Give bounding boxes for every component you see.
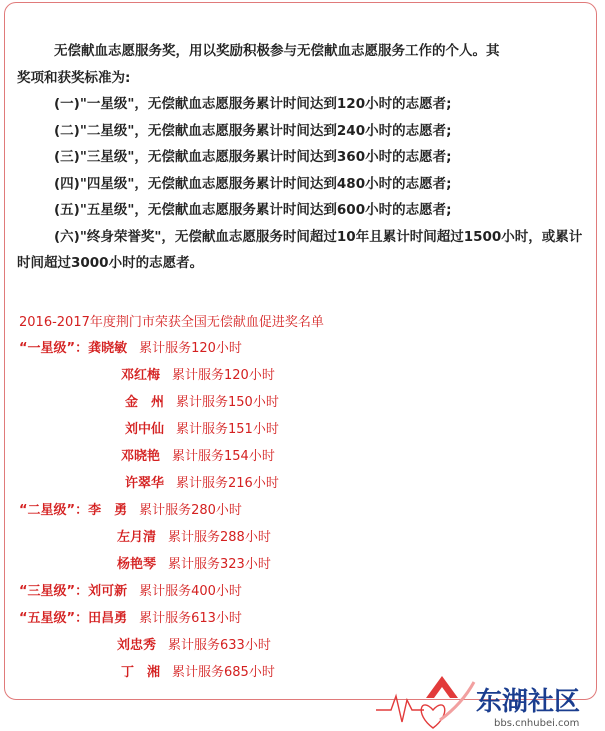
intro-line-1: 无偿献血志愿服务奖，用以奖励积极参与无偿献血志愿服务工作的个人。其: [54, 43, 500, 59]
award-row: [19, 578, 589, 605]
recipient-name: 刘可新: [88, 584, 128, 599]
criteria-item: (三)"三星级"，无偿献血志愿服务累计时间达到360小时的志愿者;: [54, 149, 452, 165]
service-hours: 累计服务633小时: [168, 638, 271, 653]
award-level: “三星级”：: [19, 584, 89, 599]
heartbeat-line-icon: [376, 696, 424, 722]
recipient-name: 许翠华: [125, 476, 165, 491]
award-level: “一星级”：: [19, 341, 89, 356]
intro-line-2: 奖项和获奖标准为:: [17, 69, 131, 86]
award-row: [19, 470, 589, 497]
award-list-title: 2016-2017年度荆门市荣获全国无偿献血促进奖名单: [19, 315, 324, 330]
award-row: [19, 551, 589, 578]
service-hours: 累计服务120小时: [172, 368, 275, 383]
recipient-name: 杨艳琴: [117, 557, 157, 572]
award-row: [19, 605, 589, 632]
recipient-name: 刘忠秀: [117, 638, 157, 653]
watermark-url: bbs.cnhubei.com: [494, 718, 580, 729]
award-row: [19, 632, 589, 659]
recipient-name: 李 勇: [88, 503, 128, 518]
criteria-item: (一)"一星级"，无偿献血志愿服务累计时间达到120小时的志愿者;: [54, 96, 452, 112]
criteria-item: (二)"二星级"，无偿献血志愿服务累计时间达到240小时的志愿者;: [54, 122, 452, 139]
award-rows: [19, 335, 589, 686]
award-criteria: [17, 38, 587, 277]
watermark-brand: 东湖社区: [476, 687, 581, 717]
criteria-item-lifetime: (六)"终身荣誉奖"，无偿献血志愿服务时间超过10年且累计时间超过1500小时，或累计时间超过3000小时的志愿者。: [17, 228, 583, 271]
recipient-name: 龚晓敏: [88, 341, 128, 356]
recipient-name: 邓晓艳: [121, 449, 161, 464]
heart-icon: [421, 705, 445, 728]
award-row: [19, 524, 589, 551]
service-hours: 累计服务154小时: [172, 449, 275, 464]
award-level: “五星级”：: [19, 611, 89, 626]
service-hours: 累计服务288小时: [168, 530, 271, 545]
service-hours: 累计服务323小时: [168, 557, 271, 572]
service-hours: 累计服务120小时: [139, 341, 242, 356]
award-row: [19, 389, 589, 416]
service-hours: 累计服务613小时: [139, 611, 242, 626]
recipient-name: 金 州: [125, 395, 165, 410]
criteria-item: (五)"五星级"，无偿献血志愿服务累计时间达到600小时的志愿者;: [54, 202, 452, 218]
award-row: [19, 443, 589, 470]
service-hours: 累计服务151小时: [176, 422, 279, 437]
award-list: [19, 310, 589, 686]
award-row: [19, 416, 589, 443]
recipient-name: 邓红梅: [121, 368, 161, 383]
service-hours: 累计服务216小时: [176, 476, 279, 491]
recipient-name: 左月清: [117, 530, 157, 545]
award-row: [19, 362, 589, 389]
service-hours: 累计服务400小时: [139, 584, 242, 599]
recipient-name: 丁 湘: [121, 665, 161, 680]
award-level: “二星级”：: [19, 503, 89, 518]
criteria-item: (四)"四星级"，无偿献血志愿服务累计时间达到480小时的志愿者;: [54, 175, 452, 192]
watermark-logo: [376, 670, 605, 731]
ribbon-icon: [426, 676, 458, 698]
recipient-name: 刘中仙: [125, 422, 165, 437]
service-hours: 累计服务280小时: [139, 503, 242, 518]
recipient-name: 田昌勇: [88, 611, 128, 626]
award-row: [19, 335, 589, 362]
service-hours: 累计服务685小时: [172, 665, 275, 680]
award-row: [19, 497, 589, 524]
service-hours: 累计服务150小时: [176, 395, 279, 410]
